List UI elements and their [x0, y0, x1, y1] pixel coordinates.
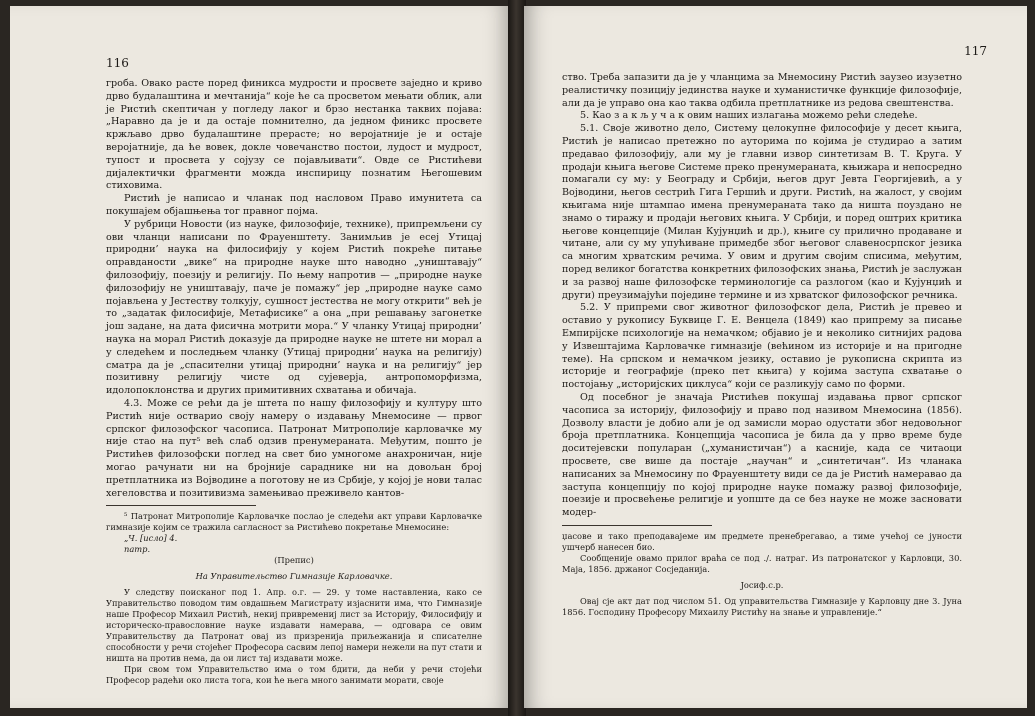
footnote-body: У следству поисканог под 1. Апр. о.г. — 29. у томе наставлениа, како се Управительство поводом тим овдашњем Магистрату изјаснити има, что Гимназије наше Професор Михаил Ристић, некиј привремениј лист за Историју, Филосифију и историческо-правословние науке издавати намерава, — одговара се овим Управительству да Патронат овај из призренија приљежанија и списателне способности у речи стојећег Професора сасвим лепој намери нежели на пут стати и ништа на против нема, да ои лист тај издавати може. [106, 587, 482, 664]
footnote-ref: „Ч. [исло] 4. [124, 533, 178, 544]
footnote [562, 531, 962, 618]
paragraph: 5.1. Своје животно дело, Систему целокупне философије у десет књига, Ристић је написао претежно по ауторима по којима је студирао а затим предавао филозофију, али му је главни извор синтетизам В. Т. Круга. У продаји књига његове Системе преко пренумераната, књижара и непосредно помагали су му: у Београду и Србији, његов друг Јевта Георгијевић, а у Војводини, његов сестрић Гига Гершић и други. Ристић, на жалост, у својим књигама није штампао имена пренумераната тако да ништа поуздано не знамо о тиражу и продаји његових књига. У Србији, и поред оштрих критика његове концепције (Милан Кујунџић и др.), књиге су прилично продаване и читане, али су му упућиване примедбе због његовог славеносрпског језика са многим хрватским речима. У овим и другим својим списима, међутим, поред великог богатства конкретних филозофских знања, Ристић је заслужан и за развој наше филозофске терминологије са разлогом (као и Кујунџић и други) преузимајући поједине термине и из хрватског филозофског речника. [562, 123, 962, 301]
paragraph: гроба. Овако расте поред финикса мудрости и просвете заједно и криво дрво будалаштина и мечтанија“ које ће са просветом мењати облик, али је Ристић скептичан у погледу лаког и брзо нестанка таквих појава: „Наравно да је и да остаје помнително, да једном финикс просвете кржљаво дрво будалаштине прерасте; но вероjатније је и остаје вероjатније, да ће вовек, докле човечанство постои, лудост и мудрост, тупост и просвета у соjузу се појављивати“. Овде се Ристићеви дијалектички фрагменти можда инспирицу познатим Његошевим стиховима. [106, 78, 482, 192]
footnote-last: Овај сје акт дат под числом 51. Од управительства Гимназије у Карловцу дне 3. Јуна 1856. Господину Професору Михаилу Ристићу на знање и управленије.“ [562, 595, 962, 617]
paragraph: 5.2. У припреми свог животног филозофског дела, Ристић је превео и оставио у рукопису Буквице Г. Е. Венцела (1849) као припрему за писање Емпирijске психологије на немачком; објавио је и неколико ситнијих радова у Извештајима Карловачке гимназије (већином из историје и на пригодне теме). На српском и немачком језику, оставио је рукописна скрипта из историје и географије (преко пет књига) у којима заступа схватање о постојању „историјских циклуса“ који се разликују само по форми. [562, 302, 962, 391]
right-text-column [562, 72, 962, 618]
footnote-divider [562, 525, 712, 526]
footnote-ref: патр. [124, 544, 151, 555]
paragraph: У рубрици Новости (из науке, филозофије, технике), припремљени су ови чланци написани по Фрауенштету. Занимљив је есеј Утицај природни’ наука на филосифију у којем Ристић покреће питање оправданости „вике“ на природне науке што наводно „уништавају“ филозофију, поезију и религију. По њему напротив — „природне науке филозофију не уништавају, паче је помажу“ јер „природне науке само појављена у Јестеству толкују, сушност јестества не могу открити“ већ је то „задатак филосифије, Метафисике“ а она „при решавању загонетке још задане, на дата фисична мотрити мора.“ У чланку Утицај природни’ наука на морал Ристић доказује да природне науке не штете ни морал а у следећем и последњем чланку (Утицај природни’ наука на религију) сматра да је „спасителни утицај природни’ наука и на религију“ јер позитивну религију чисте од сујеверја, антропоморфизма, идолопоклонства и других примитивних схватања и обичаја. [106, 218, 482, 397]
copy-label: (Препис) [274, 555, 314, 566]
page-number-right: 117 [964, 44, 987, 58]
footnote-text: ⁵ Патронат Митрополије Карловачке послао је следећи акт управи Карловачке гимназије којим се тражила сагласност за Ристићево покретање Мнемосине: [106, 511, 482, 533]
paragraph: ство. Треба запазити да је у чланцима за Мнемосину Ристић заузео изузетно реалистичку позицију јединства науке и хуманистичке функције филозофије, али да је управо она као таква одбила претплатнике из редова свештенства. [562, 72, 962, 109]
left-text-column [106, 78, 482, 686]
footnote-body: При свом том Управительство има о том бдити, да неби у речи стојећи Професор радећи око листа тога, кои ће њега много занимати морати, своје [106, 664, 482, 686]
paragraph: 5. Као з а к љ у ч а к овим наших излагања можемо рећи следеће. [580, 110, 918, 122]
paragraph: Од посебног је значаја Ристићев покушај издавања првог српског часописа за историју, филозофију и право под називом Мнемосина (1856). Дозволу власти је добио али је од замисли морао одустати због недовољног броја претплатника. Концепција часописа је била да у прво време буде доситејевски популаран („хуманистичан“) а касније, када се читаоци просвете, све више да постаје „научан“ и „синтетичан“. Из чланака написаних за Мнемосину по Фрауенштету види се да је Ристић намеравао да заступа концепцију по којој природне науке помажу развој филозофије, поезије и просвећење религије и уопште да се без науке не може засновати модер- [562, 391, 962, 519]
right-page [524, 6, 1027, 708]
left-page [10, 6, 510, 708]
footnote-divider [106, 505, 256, 506]
footnote-cont: џасове и тако преподавајеме им предмете пренебрегавао, а тиме учећој се јуности ушчерб нанесен био. [562, 530, 962, 552]
footnote-signature: Јосиф.с.р. [740, 579, 784, 590]
footnote [106, 511, 482, 686]
footnote-address: На Управительство Гимназије Карловачке. [195, 571, 393, 582]
footnote-note: Сообщеније овамо прилог враћа се под ./. натраг. Из патронатског у Карловци, 30. Маја, 1856. држаног Сосједанија. [562, 552, 962, 574]
paragraph: 4.3. Може се рећи да је штета по нашу филозофију и културу што Ристић није остварио своју намеру о издавању Мнемосине — првог српског филозофског часописа. Патронат Митрополије карловачке му није стао на пут⁵ већ слаб одзив пренумераната. Међутим, пошто је Ристићев филозофски поглед на свет био умногоме анахроничан, није могао рачунати ни на бројније сараднике ни на довољан број претплатника из Војводине а поготову не из Србије, у којој је нови талас хегеловства и позитивизма замењивао преживело кантов- [106, 397, 482, 499]
paragraph: Ристић је написао и чланак под насловом Право имунитета са покушајем објашњења тог правног појма. [106, 193, 482, 217]
page-number-left: 116 [106, 56, 129, 70]
